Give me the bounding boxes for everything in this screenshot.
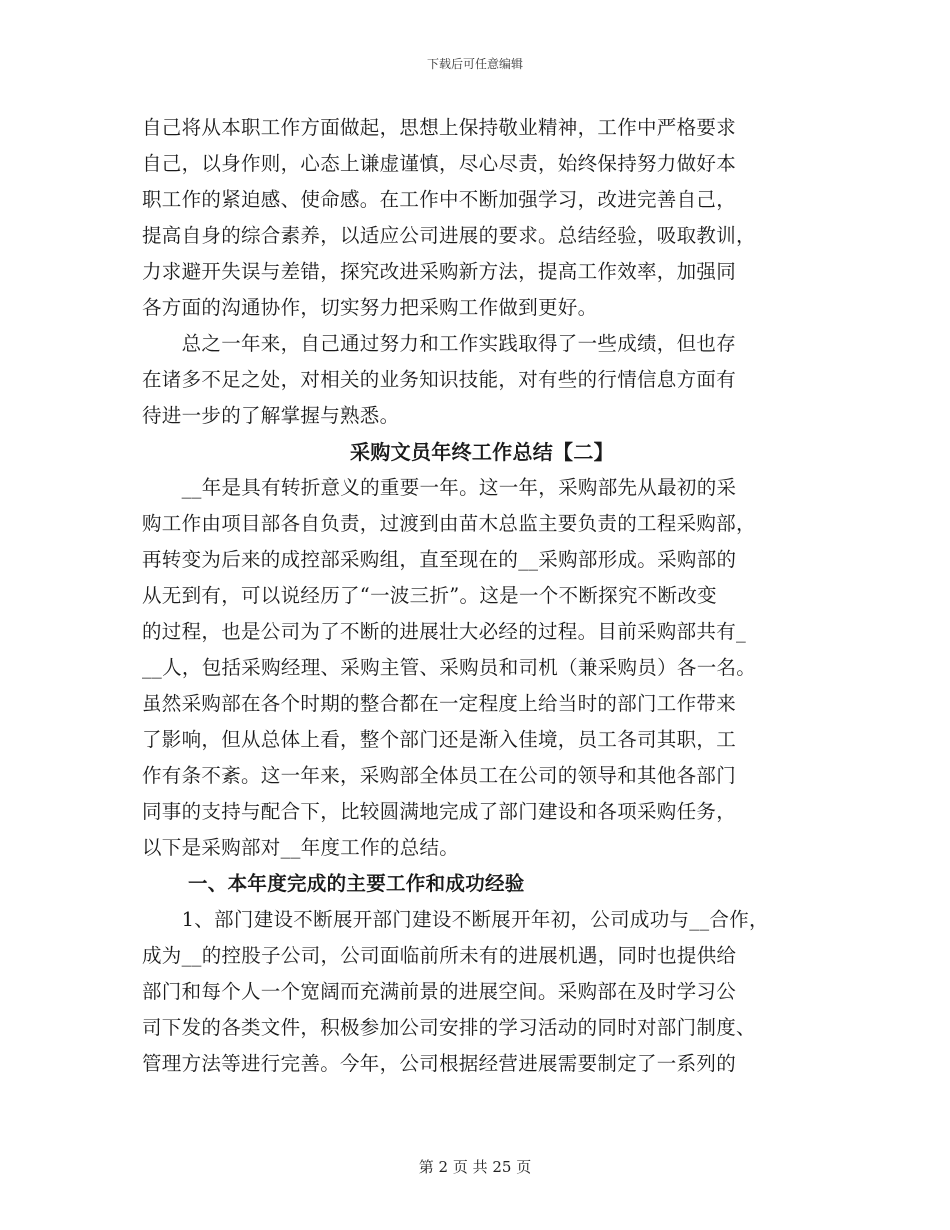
text-line: __人，包括采购经理、采购主管、采购员和司机（兼采购员）各一名。 [142, 656, 757, 679]
text-line: 部门和每个人一个宽阔而充满前景的进展空间。采购部在及时学习公 [142, 980, 737, 1003]
text-line: 自己将从本职工作方面做起，思想上保持敬业精神，工作中严格要求 [142, 116, 737, 139]
subsection-heading: 一、本年度完成的主要工作和成功经验 [188, 872, 525, 895]
text-line: 再转变为后来的成控部采购组，直至现在的__采购部形成。采购部的 [142, 548, 737, 571]
text-line: 从无到有，可以说经历了“一波三折”。这是一个不断探究不断改变 [142, 584, 717, 607]
text-line: 在诸多不足之处，对相关的业务知识技能，对有些的行情信息方面有 [142, 368, 737, 391]
section-title: 采购文员年终工作总结【二】 [350, 440, 614, 464]
text-line: 管理方法等进行完善。今年，公司根据经营进展需要制定了一系列的 [142, 1052, 737, 1075]
text-line: 同事的支持与配合下，比较圆满地完成了部门建设和各项采购任务， [142, 800, 737, 823]
text-line: 自己，以身作则，心态上谦虚谨慎，尽心尽责，始终保持努力做好本 [142, 152, 737, 175]
text-line: 作有条不紊。这一年来，采购部全体员工在公司的领导和其他各部门 [142, 764, 737, 787]
text-line: 成为__的控股子公司，公司面临前所未有的进展机遇，同时也提供给 [142, 944, 737, 967]
text-line: 司下发的各类文件，积极参加公司安排的学习活动的同时对部门制度、 [142, 1016, 756, 1039]
page-number: 第 2 页 共 25 页 [418, 1158, 532, 1176]
text-line: 力求避开失误与差错，探究改进采购新方法，提高工作效率，加强同 [142, 260, 737, 283]
text-line: 虽然采购部在各个时期的整合都在一定程度上给当时的部门工作带来 [142, 692, 737, 715]
document-body [142, 110, 822, 1082]
text-line: 的过程，也是公司为了不断的进展壮大必经的过程。目前采购部共有_ [142, 620, 747, 643]
text-line: 总之一年来，自己通过努力和工作实践取得了一些成绩，但也存 [142, 332, 737, 355]
text-line: 待进一步的了解掌握与熟悉。 [142, 404, 400, 427]
text-line: 了影响，但从总体上看，整个部门还是渐入佳境，员工各司其职，工 [142, 728, 737, 751]
text-line: 职工作的紧迫感、使命感。在工作中不断加强学习，改进完善自己， [142, 188, 737, 211]
text-line: 1、部门建设不断展开部门建设不断展开年初，公司成功与__合作， [142, 908, 769, 931]
text-line: 各方面的沟通协作，切实努力把采购工作做到更好。 [142, 296, 598, 319]
text-line: 提高自身的综合素养，以适应公司进展的要求。总结经验，吸取教训， [142, 224, 756, 247]
text-line: 购工作由项目部各自负责，过渡到由苗木总监主要负责的工程采购部， [142, 512, 756, 535]
page-header: 下载后可任意编辑 [426, 57, 523, 71]
text-line: 以下是采购部对__年度工作的总结。 [142, 836, 460, 859]
text-line: __年是具有转折意义的重要一年。这一年，采购部先从最初的采 [142, 476, 737, 499]
